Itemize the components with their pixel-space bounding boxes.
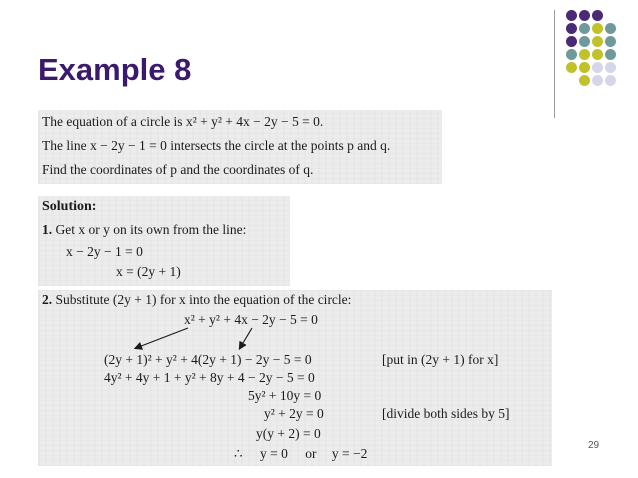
arrow-icon <box>240 328 252 348</box>
decorative-dot <box>592 23 603 34</box>
equation-factored: y(y + 2) = 0 <box>256 426 321 441</box>
decorative-dot <box>579 62 590 73</box>
decorative-dot-grid <box>566 10 617 87</box>
decorative-dot <box>579 36 590 47</box>
decorative-dot <box>566 75 577 86</box>
working-note: [divide both sides by 5] <box>382 406 510 421</box>
decorative-dot <box>592 75 603 86</box>
arrow-icon <box>136 328 188 348</box>
equation-roots <box>234 446 367 462</box>
root-value: y = −2 <box>331 446 368 461</box>
decorative-dot <box>579 49 590 60</box>
equation-simplified: 5y² + 10y = 0 <box>248 388 322 403</box>
decorative-dot <box>605 10 616 21</box>
problem-statement <box>38 110 442 184</box>
decorative-divider <box>554 10 555 118</box>
slide-number: 29 <box>588 440 600 451</box>
decorative-dot <box>605 62 616 73</box>
decorative-dot <box>579 75 590 86</box>
decorative-dot <box>579 23 590 34</box>
step-1-instruction <box>42 222 246 238</box>
equation-substituted: (2y + 1)² + y² + 4(2y + 1) − 2y − 5 = 0 <box>104 352 312 367</box>
solution-step-1 <box>38 196 290 286</box>
decorative-dot <box>566 23 577 34</box>
step-number: 1. <box>42 222 53 237</box>
problem-line: The line x − 2y − 1 = 0 intersects the circle at the points p and q. <box>42 138 391 153</box>
step-number: 2. <box>42 292 53 307</box>
equation-line: x − 2y − 1 = 0 <box>66 244 143 259</box>
decorative-dot <box>592 49 603 60</box>
step-text: Get x or y on its own from the line: <box>55 222 247 237</box>
equation-expanded: 4y² + 4y + 1 + y² + 8y + 4 − 2y − 5 = 0 <box>104 370 315 385</box>
or-word: or <box>305 446 317 461</box>
decorative-dot <box>605 75 616 86</box>
equation-rearranged: x = (2y + 1) <box>116 264 181 279</box>
decorative-dot <box>605 49 616 60</box>
decorative-dot <box>605 23 616 34</box>
decorative-dot <box>566 62 577 73</box>
decorative-dot <box>566 10 577 21</box>
equation-circle: x² + y² + 4x − 2y − 5 = 0 <box>184 312 318 327</box>
therefore-symbol: ∴ <box>234 446 243 461</box>
problem-line: The equation of a circle is x² + y² + 4x − 2y − 5 = 0. <box>42 114 324 129</box>
decorative-dot <box>566 49 577 60</box>
equation-divided: y² + 2y = 0 <box>264 406 324 421</box>
decorative-dot <box>592 62 603 73</box>
decorative-dot <box>566 36 577 47</box>
decorative-dot <box>592 36 603 47</box>
decorative-dot <box>592 10 603 21</box>
step-text: Substitute (2y + 1) for x into the equation of the circle: <box>55 292 352 307</box>
decorative-dot <box>605 36 616 47</box>
slide-title: Example 8 <box>38 52 192 87</box>
solution-heading: Solution: <box>42 199 97 214</box>
working-note: [put in (2y + 1) for x] <box>382 352 499 367</box>
root-value: y = 0 <box>259 446 288 461</box>
decorative-dot <box>579 10 590 21</box>
problem-line: Find the coordinates of p and the coordinates of q. <box>42 162 314 177</box>
solution-step-2 <box>38 290 552 466</box>
